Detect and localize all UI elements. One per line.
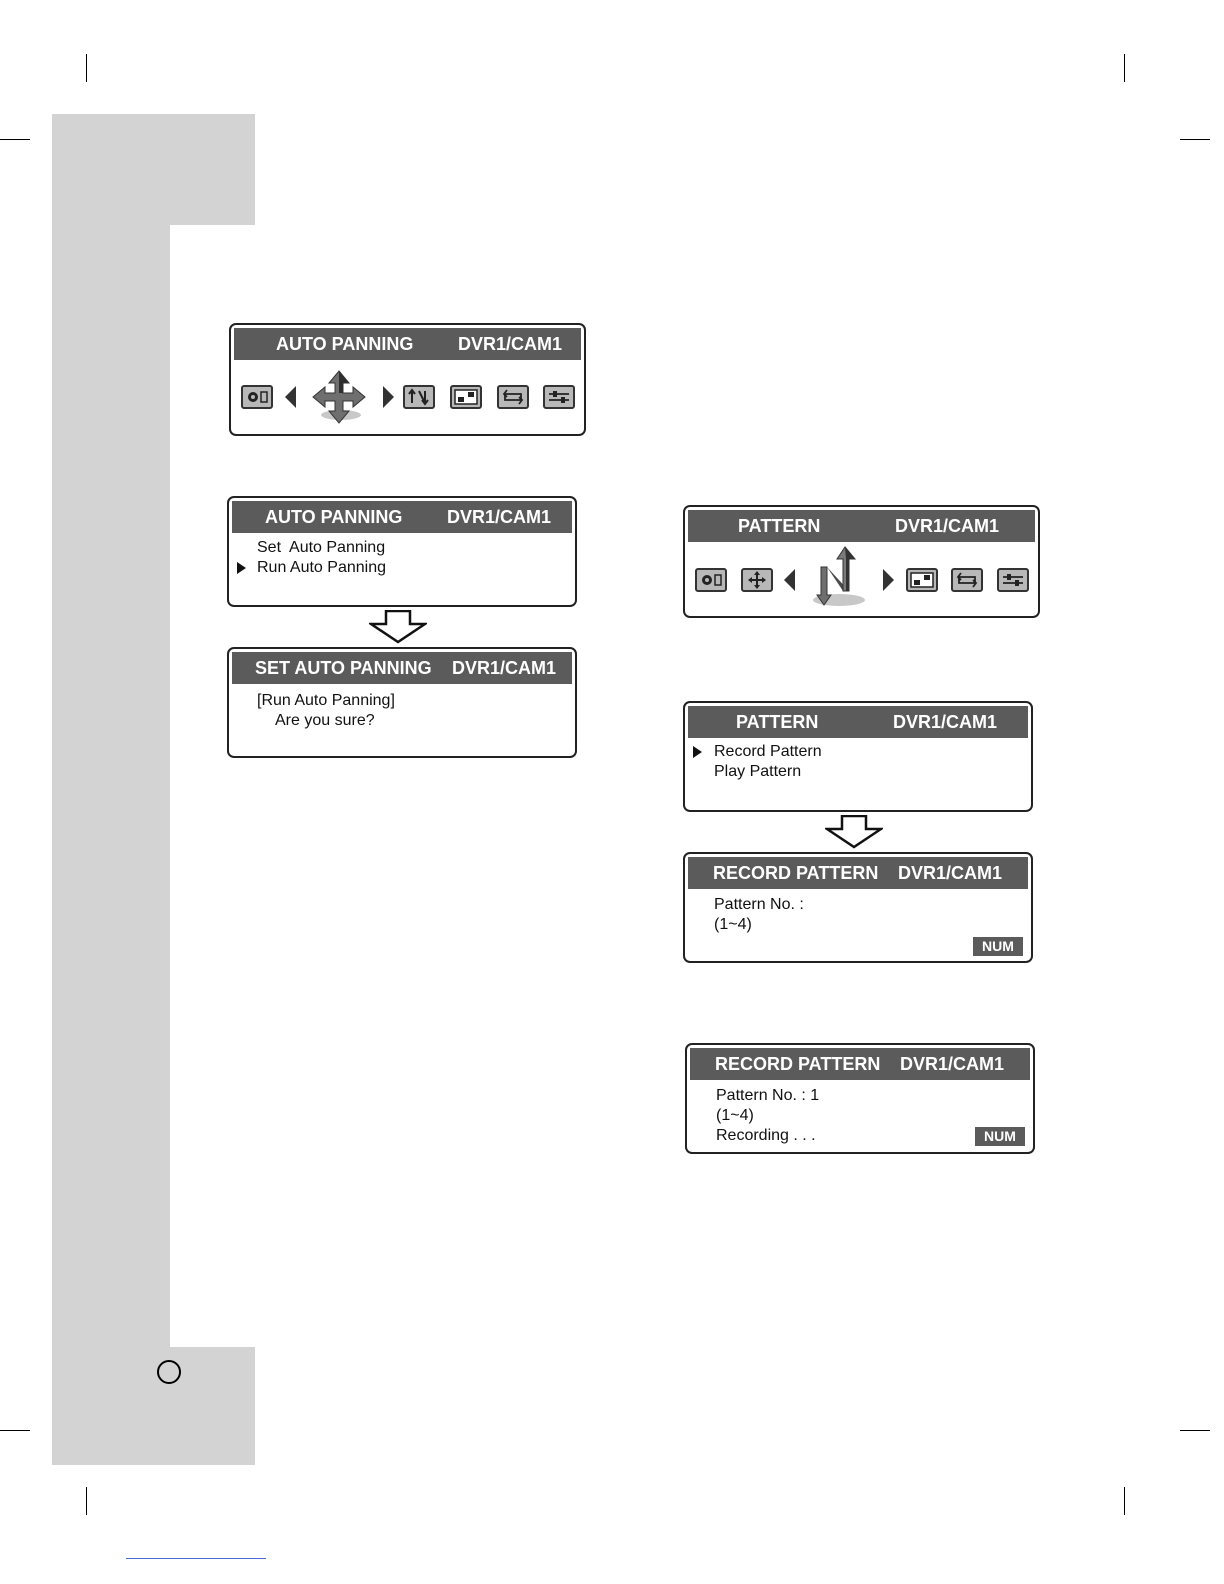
dialog-title: RECORD PATTERN <box>715 1054 881 1074</box>
pattern-submenu <box>683 701 1033 812</box>
pattern-range-hint: (1~4) <box>714 916 752 933</box>
selection-cursor-icon <box>237 562 246 574</box>
picture-icon[interactable] <box>906 568 938 592</box>
footer-rule <box>126 1558 266 1559</box>
dialog-camera: DVR1/CAM1 <box>452 658 557 678</box>
menu-title: PATTERN <box>736 712 819 732</box>
menu-item-record-pattern[interactable]: Record Pattern <box>714 743 822 760</box>
record-pattern-recording-header <box>690 1048 1030 1080</box>
pattern-icon[interactable] <box>809 545 869 609</box>
adjust-icon[interactable] <box>543 385 575 409</box>
left-arrow-icon[interactable] <box>784 569 795 591</box>
loop-icon[interactable] <box>951 568 983 592</box>
menu-camera: DVR1/CAM1 <box>893 712 998 732</box>
crop-mark-top-left-v <box>86 54 87 82</box>
move-icon[interactable] <box>741 568 773 592</box>
menu-item-run-auto-panning[interactable]: Run Auto Panning <box>257 559 386 576</box>
menu-camera: DVR1/CAM1 <box>458 334 563 354</box>
auto-panning-submenu-header <box>232 501 572 533</box>
pattern-submenu-header <box>688 706 1028 738</box>
picture-icon[interactable] <box>450 385 482 409</box>
pattern-range-hint: (1~4) <box>716 1107 754 1124</box>
side-band-bottom <box>52 1347 255 1465</box>
setup-icon[interactable] <box>241 385 273 409</box>
adjust-icon[interactable] <box>997 568 1029 592</box>
set-auto-panning-dialog <box>227 647 577 758</box>
crop-mark-top-right-v <box>1124 54 1125 82</box>
loop-icon[interactable] <box>497 385 529 409</box>
crop-mark-bottom-left-v <box>86 1487 87 1515</box>
swap-icon[interactable] <box>403 385 435 409</box>
pattern-number-field[interactable]: Pattern No. : <box>714 896 804 913</box>
crop-mark-top-right-h <box>1180 139 1210 140</box>
menu-item-play-pattern[interactable]: Play Pattern <box>714 763 802 780</box>
dialog-title: RECORD PATTERN <box>713 863 879 883</box>
recording-status: Recording . . . <box>716 1127 816 1144</box>
menu-item-set-auto-panning[interactable]: Set Auto Panning <box>257 539 386 556</box>
left-arrow-icon[interactable] <box>285 386 296 408</box>
menu-title: AUTO PANNING <box>265 507 403 527</box>
auto-panning-submenu <box>227 496 577 607</box>
num-badge: NUM <box>973 937 1023 956</box>
side-band-middle <box>52 225 170 1347</box>
crop-mark-bottom-left-h <box>0 1430 30 1431</box>
side-band-top <box>52 114 255 225</box>
menu-camera: DVR1/CAM1 <box>895 516 1000 536</box>
dialog-action-text: [Run Auto Panning] <box>257 692 395 709</box>
down-arrow-icon <box>825 815 883 849</box>
pattern-menu <box>683 505 1040 618</box>
pattern-number-field[interactable]: Pattern No. : 1 <box>716 1087 820 1104</box>
dialog-camera: DVR1/CAM1 <box>900 1054 1005 1074</box>
dialog-confirm-text: Are you sure? <box>275 712 375 729</box>
crop-mark-bottom-right-h <box>1180 1430 1210 1431</box>
record-pattern-header <box>688 857 1028 889</box>
menu-title: PATTERN <box>738 516 821 536</box>
page-number-circle <box>157 1360 181 1384</box>
dialog-title: SET AUTO PANNING <box>255 658 432 678</box>
dialog-camera: DVR1/CAM1 <box>898 863 1003 883</box>
crop-mark-bottom-right-v <box>1124 1487 1125 1515</box>
pan-tilt-icon[interactable] <box>311 369 367 425</box>
menu-camera: DVR1/CAM1 <box>447 507 552 527</box>
right-arrow-icon[interactable] <box>383 386 394 408</box>
num-badge: NUM <box>975 1127 1025 1146</box>
set-auto-panning-header <box>232 652 572 684</box>
auto-panning-menu <box>229 323 586 436</box>
menu-title: AUTO PANNING <box>276 334 414 354</box>
right-arrow-icon[interactable] <box>883 569 894 591</box>
crop-mark-top-left-h <box>0 139 30 140</box>
setup-icon[interactable] <box>695 568 727 592</box>
down-arrow-icon <box>369 610 427 644</box>
selection-cursor-icon <box>693 746 702 758</box>
pattern-menu-header <box>688 510 1035 542</box>
auto-panning-menu-header <box>234 328 581 360</box>
record-pattern-dialog <box>683 852 1033 963</box>
record-pattern-recording-dialog <box>685 1043 1035 1154</box>
